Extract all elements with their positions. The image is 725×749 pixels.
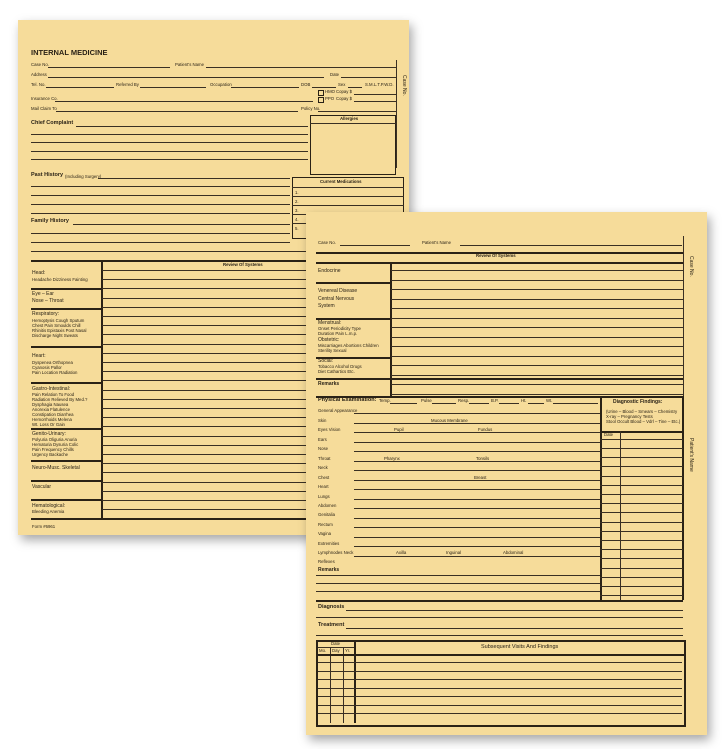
obstetric-label: Obstetric:: [318, 337, 340, 343]
physical-examination-label: Physical Examination:: [318, 397, 377, 403]
diag-line-11: [600, 540, 683, 541]
general-appearance-label: General Appearance: [318, 408, 358, 413]
gi-detail-7: Wt. Loss Or Gain: [32, 422, 65, 427]
system-hematological: Hematological:: [32, 503, 66, 509]
patients-name-label-2: Patient's Name: [422, 240, 452, 245]
treatment-field[interactable]: [346, 628, 683, 629]
heart-label: Heart: [318, 484, 329, 489]
case-no-label: Case No.: [31, 62, 49, 67]
lungs-label: Lungs: [318, 494, 330, 499]
ros-back-line-3: [391, 289, 683, 290]
diag-line-10: [600, 531, 683, 532]
chest-label: Chest: [318, 475, 330, 480]
social-label: Social:: [318, 358, 334, 364]
chief-complaint-line-5: [31, 159, 308, 160]
patients-name-side-label: Patient's Name: [688, 438, 694, 472]
gi-detail-2: Radiation Relieved By Med.?: [32, 397, 88, 402]
diag-line-3: [600, 466, 683, 467]
diagnosis-field[interactable]: [346, 610, 683, 611]
ros-front-line-11: [102, 362, 311, 363]
ros-front-line-20: [102, 445, 311, 446]
visits-col-mo-day: [330, 648, 331, 723]
diag-line-5: [600, 485, 683, 486]
med-number-1: 1.: [295, 190, 299, 195]
ros-back-line-5: [391, 308, 683, 309]
pe-line-10: [354, 499, 600, 500]
visit-line-1: [318, 662, 682, 663]
pe-line-12: [354, 518, 600, 519]
ros-front-line-27: [102, 509, 311, 510]
chief-complaint-line-3: [31, 142, 308, 143]
skin-label: Skin: [318, 418, 327, 423]
visit-line-3: [318, 679, 682, 680]
ros-front-line-13: [102, 380, 311, 381]
med-number-2: 2.: [295, 199, 299, 204]
diagnosis-line-2: [316, 617, 683, 618]
ros-rule-8: [31, 499, 101, 501]
visit-line-4: [318, 688, 682, 689]
breast-label: Breast: [474, 475, 487, 480]
referred-by-label: Referred By: [116, 82, 139, 87]
diag-line-17: [600, 595, 683, 596]
wt-label: Wt.: [546, 398, 553, 403]
ros-rule-7: [31, 480, 101, 482]
hmo-copay-label: Copay $: [336, 89, 353, 94]
allergies-header-rule: [310, 123, 396, 124]
resp-label: Resp.: [458, 398, 470, 403]
ros-back-line-2: [391, 280, 683, 281]
abdominal-label: Abdominal: [503, 550, 524, 555]
extremities-label: Extremities: [318, 541, 340, 546]
past-history-line-4: [31, 204, 290, 205]
case-no-side-label-2: Case No.: [688, 256, 694, 277]
gi-detail-6: Hemorrhoids Melena: [32, 417, 72, 422]
inguinal-label: Inguinal: [446, 550, 462, 555]
neck-label: Neck: [318, 465, 328, 470]
family-history-line-3: [31, 242, 290, 243]
gu-detail-2: Hematuria Dysuria Colic: [32, 442, 79, 447]
form-title: INTERNAL MEDICINE: [31, 48, 108, 57]
diag-line-2: [600, 457, 683, 458]
ros-back-line-8: [391, 337, 683, 338]
pupil-label: Pupil: [394, 427, 404, 432]
insurance-co-field[interactable]: [55, 101, 313, 102]
dob-label: DOB: [301, 82, 311, 87]
ros-rule-1: [31, 288, 101, 290]
gi-detail-4: Anorexia Flatulence: [32, 407, 70, 412]
past-history-line-2: [31, 186, 290, 187]
pe-bottom-rule: [316, 600, 683, 602]
pe-line-6: [354, 461, 600, 462]
genitalia-label: Genitalia: [318, 512, 335, 517]
pe-remarks-line-1: [316, 575, 600, 576]
date-field[interactable]: [341, 77, 396, 78]
heart-detail-1: Dyspenea Orthopnea: [32, 360, 73, 365]
diag-line-4: [600, 476, 683, 477]
tel-no-field[interactable]: [46, 87, 114, 88]
ros-back-line-4: [391, 299, 683, 300]
axilla-label: Axilla: [396, 550, 407, 555]
pe-line-4: [354, 442, 600, 443]
visits-col-day-yr: [343, 648, 344, 723]
gu-detail-4: Urgency Backache: [32, 452, 69, 457]
med-number-4: 4.: [295, 217, 299, 222]
ros-rule-3: [31, 346, 101, 348]
mail-claim-to-field[interactable]: [56, 111, 298, 112]
ros2-rule-1: [316, 282, 390, 284]
ros-front-line-10: [102, 353, 311, 354]
system-head-detail: Headache Dizziness Fainting: [32, 277, 88, 282]
gu-detail-1: Polyuria Oliguria Anuria: [32, 437, 77, 442]
family-history-line-4: [31, 251, 311, 252]
pe-line-3: [354, 432, 600, 433]
system-gastro-intestinal: Gastro-Intestinal:: [32, 386, 71, 392]
subsequent-visits-title: Subsequent Visits And Findings: [481, 644, 559, 650]
ros-back-line-6: [391, 318, 683, 319]
system-label: System: [318, 303, 335, 309]
diag-line-7: [600, 503, 683, 504]
system-heart: Heart:: [32, 353, 46, 359]
throat-label: Throat: [318, 456, 331, 461]
allergies-box[interactable]: [310, 115, 396, 175]
diag-note-3: Stool Occult Blood – Vdrl – Tine – Etc.): [606, 419, 681, 424]
treatment-line-2: [316, 635, 683, 636]
pulse-field[interactable]: [432, 403, 456, 404]
diag-note-2: X-ray – Pregnancy Tests: [606, 414, 653, 419]
resp-field[interactable]: [469, 403, 489, 404]
hematological-detail: Bleeding Anemia: [32, 509, 65, 514]
social-detail-1: Tobacco Alcohol Drugs: [318, 364, 362, 369]
ros-front-line-7: [102, 325, 311, 326]
central-nervous-label: Central Nervous: [318, 296, 355, 302]
chief-complaint-line-4: [31, 151, 308, 152]
ears-label: Ears: [318, 437, 327, 442]
nose-label: Nose: [318, 446, 329, 451]
including-surgery-label: (Including Surgery): [65, 174, 102, 179]
ros-front-line-16: [102, 408, 311, 409]
pe-line-15: [354, 546, 600, 547]
ros-front-line-2: [102, 279, 311, 280]
past-history-label: Past History: [31, 172, 64, 178]
past-history-line-1: [98, 178, 290, 179]
system-respiratory: Respiratory:: [32, 311, 59, 317]
gi-detail-1: Pain Relation To Food: [32, 392, 75, 397]
ros-front-line-8: [102, 334, 311, 335]
ros-back-line-10: [391, 356, 683, 357]
social-detail-2: Diet Cathartics Etc.: [318, 369, 355, 374]
ros-front-line-3: [102, 288, 311, 289]
policy-no-label: Policy No.: [301, 106, 321, 111]
pe-line-7: [354, 470, 600, 471]
family-history-line-2: [31, 233, 290, 234]
fundus-label: Fundus: [478, 427, 493, 432]
back-form-sheet: [306, 212, 707, 735]
ros-rule-6: [31, 460, 101, 462]
ros2-rule-4: [316, 378, 683, 380]
ros-front-line-17: [102, 417, 311, 418]
system-genito-urinary: Genito-Urinary:: [32, 431, 66, 437]
visit-line-2: [318, 671, 682, 672]
endocrine-label: Endocrine: [318, 268, 341, 274]
menstrual-detail-1: Onset Periodicity Type: [318, 326, 361, 331]
ros-front-line-12: [102, 371, 311, 372]
past-history-line-5: [31, 213, 290, 214]
sex-label: Sex: [338, 82, 346, 87]
obstetric-detail-2: Sterility Sexual: [318, 348, 347, 353]
pe-line-16: [354, 556, 600, 557]
system-eye-ear: Eye – Ear: [32, 291, 54, 297]
respiratory-detail-1: Hemoptysis Cough Sputum: [32, 318, 85, 323]
diag-line-1: [600, 448, 683, 449]
diag-line-6: [600, 494, 683, 495]
ros-front-line-18: [102, 426, 311, 427]
remarks-label-2: Remarks: [318, 567, 340, 573]
ros-front-line-26: [102, 500, 311, 501]
pe-remarks-line-2: [316, 583, 600, 584]
date-label: Date: [330, 72, 340, 77]
system-vascular: Vascular: [32, 484, 52, 490]
diag-left-border: [600, 396, 602, 600]
hmo-copay-field[interactable]: [354, 94, 396, 95]
insurance-co-label: Insurance Co.: [31, 96, 58, 101]
system-head: Head:: [32, 270, 46, 276]
address-field[interactable]: [48, 77, 324, 78]
med-line-2: [292, 205, 404, 206]
ros-front-line-19: [102, 436, 311, 437]
vagina-label: Vagina: [318, 531, 332, 536]
meds-header-rule: [292, 187, 404, 188]
ros-front-line-15: [102, 399, 311, 400]
pharynx-label: Pharynx: [384, 456, 400, 461]
rectum-label: Rectum: [318, 522, 333, 527]
case-no-field-2[interactable]: [340, 245, 410, 246]
visits-yr-label: Yr.: [345, 648, 351, 653]
ppo-copay-field[interactable]: [354, 101, 396, 102]
ht-field[interactable]: [528, 403, 544, 404]
lymphnodes-neck-label: Lymphnodes Neck: [318, 550, 354, 555]
referred-by-field[interactable]: [140, 87, 206, 88]
system-nose-throat: Nose – Throat: [32, 298, 64, 304]
allergies-label: Allergies: [340, 116, 359, 121]
diag-line-12: [600, 549, 683, 550]
obstetric-detail-1: Miscarriages Abortions Children: [318, 343, 379, 348]
venereal-disease-label: Venereal Disease: [318, 288, 358, 294]
bp-label: B.P.: [491, 398, 499, 403]
diag-note-1: (Urine – Blood – Smears – Chemistry: [606, 409, 678, 414]
bp-field[interactable]: [499, 403, 519, 404]
heart-detail-3: Pain Location Radiation: [32, 370, 78, 375]
tel-no-label: Tel. No.: [31, 82, 46, 87]
diagnostic-findings-label: Diagnostic Findings:: [613, 399, 663, 405]
visit-line-6: [318, 705, 682, 706]
diag-date-rule: [600, 439, 683, 440]
diag-line-14: [600, 568, 683, 569]
ros-rule-2: [31, 308, 101, 310]
gi-detail-3: Dysphagia Nausea: [32, 402, 69, 407]
marital-status-label: S.M.L.T.P.W.D.: [365, 82, 394, 87]
ros-front-line-6: [102, 316, 311, 317]
patients-name-field-2[interactable]: [460, 245, 682, 246]
ros-front-line-23: [102, 472, 311, 473]
med-number-3: 3.: [295, 208, 299, 213]
case-no-field[interactable]: [48, 67, 170, 68]
ros-front-line-22: [102, 463, 311, 464]
med-line-1: [292, 196, 404, 197]
chief-complaint-label: Chief Complaint: [31, 120, 74, 126]
sex-field[interactable]: [348, 87, 362, 88]
patients-name-label: Patient's Name: [175, 62, 205, 67]
ros-back-line-11: [391, 365, 683, 366]
occupation-field[interactable]: [231, 87, 299, 88]
ros-top-rule: [31, 260, 311, 262]
temp-label: Temp.: [379, 398, 391, 403]
current-medications-label: Current Medications: [320, 179, 362, 184]
eyes-vision-label: Eyes Vision: [318, 427, 341, 432]
past-history-line-3: [31, 195, 290, 196]
form-number: Form #6961: [32, 524, 56, 529]
hmo-checkbox[interactable]: [318, 90, 324, 96]
chief-complaint-line-2: [31, 134, 308, 135]
diagnosis-label: Diagnosis: [318, 604, 345, 610]
visit-line-5: [318, 696, 682, 697]
ros-rule-4: [31, 382, 101, 384]
pe-line-8: [354, 480, 600, 481]
ros-front-line-9: [102, 344, 311, 345]
ppo-copay-label: Copay $: [336, 96, 353, 101]
remarks-label: Remarks: [318, 381, 340, 387]
ros-front-line-4: [102, 298, 311, 299]
occupation-label: Occupation: [210, 82, 232, 87]
respiratory-detail-2: Chest Pain Smoulds Chill: [32, 323, 81, 328]
ros-back-line-14: [391, 394, 683, 395]
ros-back-line-9: [391, 346, 683, 347]
ros-front-line-14: [102, 390, 311, 391]
ros-back-line-1: [391, 270, 683, 271]
treatment-label: Treatment: [318, 622, 345, 628]
ros-front-line-5: [102, 307, 311, 308]
back-side-rule-1: [683, 236, 684, 406]
diag-line-16: [600, 586, 683, 587]
visits-mo-label: Mo.: [319, 648, 327, 653]
diag-date-label: Date: [604, 432, 614, 437]
policy-no-field[interactable]: [318, 111, 396, 112]
respiratory-detail-3: Rhinitis Epistaxis Post Nasal: [32, 328, 87, 333]
menstrual-label: Menstrual:: [318, 320, 342, 326]
mucous-membrane-label: Mucous Membrane: [431, 418, 468, 423]
wt-field[interactable]: [553, 403, 598, 404]
ros-front-line-25: [102, 491, 311, 492]
pe-line-11: [354, 508, 600, 509]
visit-line-7: [318, 713, 682, 714]
ros-front-line-1: [102, 270, 311, 271]
pe-line-9: [354, 489, 600, 490]
reflexes-label: Reflexes: [318, 559, 335, 564]
ros-rule-5: [31, 428, 101, 430]
case-no-side-label: Case No.: [401, 75, 407, 96]
pe-line-14: [354, 537, 600, 538]
case-no-side-rule: [396, 60, 397, 168]
heart-detail-2: Cyanosis Pallor: [32, 365, 62, 370]
ros-bottom-rule: [31, 518, 311, 520]
tonsils-label: Tonsils: [476, 456, 490, 461]
system-neuro-musc-skeletal: Neuro-Musc. Skeletal: [32, 465, 80, 471]
family-history-label: Family History: [31, 218, 69, 224]
ppo-label: PPO: [325, 96, 335, 101]
diag-right-border: [682, 396, 684, 600]
ros-front-line-21: [102, 454, 311, 455]
visits-day-label: Day: [332, 648, 340, 653]
review-of-systems-title-2: Review Of Systems: [476, 253, 516, 258]
temp-field[interactable]: [390, 403, 417, 404]
hmo-label: HMO: [325, 89, 336, 94]
pe-line-2: [354, 423, 600, 424]
menstrual-detail-2: Duration Pain L.m.p.: [318, 331, 358, 336]
patients-name-field[interactable]: [206, 67, 396, 68]
gu-detail-3: Pain Frequency Chills: [32, 447, 74, 452]
ppo-checkbox[interactable]: [318, 97, 324, 103]
address-label: Address: [31, 72, 47, 77]
diag-line-15: [600, 577, 683, 578]
pe-line-1: [354, 413, 600, 414]
ros-back-line-13: [391, 384, 683, 385]
ros-back-line-7: [391, 327, 683, 328]
med-number-5: 5.: [295, 226, 299, 231]
review-of-systems-title: Review Of Systems: [223, 262, 263, 267]
abdomen-label: Abdomen: [318, 503, 337, 508]
dob-field[interactable]: [312, 87, 336, 88]
pe-line-13: [354, 527, 600, 528]
visits-date-label: Date: [331, 641, 341, 646]
pe-line-5: [354, 451, 600, 452]
diag-line-13: [600, 558, 683, 559]
family-history-line-1: [73, 224, 290, 225]
ros-front-line-24: [102, 482, 311, 483]
pulse-label: Pulse: [421, 398, 432, 403]
case-no-label-2: Case No.: [318, 240, 336, 245]
respiratory-detail-4: Discharge Night Sweats: [32, 333, 78, 338]
visits-header-rule: [318, 654, 684, 656]
diag-line-9: [600, 522, 683, 523]
diag-line-8: [600, 512, 683, 513]
ros-back-line-12: [391, 375, 683, 376]
pe-remarks-line-3: [316, 591, 600, 592]
ros2-divider: [390, 262, 392, 396]
ht-label: Ht.: [521, 398, 527, 403]
mail-claim-to-label: Mail Claim To: [31, 106, 57, 111]
gi-detail-5: Constipation Diarrhea: [32, 412, 74, 417]
chief-complaint-line-1: [76, 126, 308, 127]
ros2-header-rule: [316, 262, 683, 264]
